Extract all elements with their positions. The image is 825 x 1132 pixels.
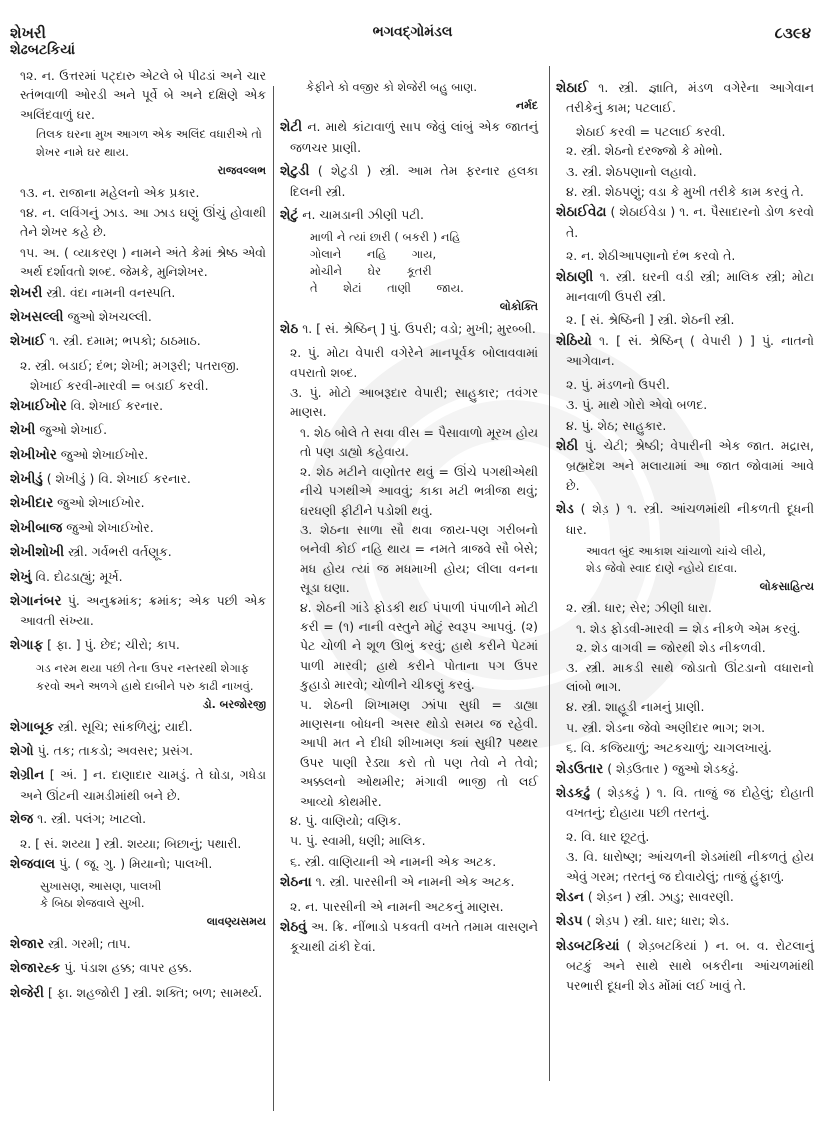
sense-entry <box>556 246 814 265</box>
dictionary-entry <box>556 936 814 995</box>
definition-text: ૧. [ સં. શ્રેષ્ઠિન્ ] પું. ઉપરી; વડો; મુખી; મુરબ્બી. <box>302 320 536 336</box>
headword: શેખીશોખી <box>10 544 65 561</box>
definition-text: ૫. પું. સ્વામી, ધણી; માલિક. <box>290 833 426 849</box>
dictionary-entry <box>556 887 814 907</box>
headword-variant: ( શેડ઼ઉતાર ) <box>607 760 669 776</box>
headword: શેજાર <box>10 935 45 952</box>
headword: શેખીબાજ <box>10 519 63 536</box>
dictionary-entry <box>556 759 814 779</box>
headword: શેજ <box>10 811 34 828</box>
headword-variant: ( શેડ઼પ ) <box>586 913 629 929</box>
headword: શેગ્રીન <box>10 767 45 784</box>
idiom-entry: ૨. શેઠ મટીને વાણોતર થવું = ઊંચે પગથીએથી નીચે પગથીએ આવવું; કાકા મટી ભત્રીજા થવું; ઘરધણી ફીટીને પડોશી થવું. <box>300 463 538 518</box>
definition-text: જુઓ શેખાઈ. <box>39 422 108 438</box>
sense-entry <box>280 383 538 422</box>
headword: શેઠાઈ <box>556 80 588 96</box>
headword: શેઠી <box>556 437 579 454</box>
dictionary-entry <box>280 872 538 892</box>
page-number: ૮૩૯૪ <box>774 24 811 42</box>
definition-text: ૨. સ્ત્રી. ધાર; સેર; ઝીણી ધારા. <box>566 600 712 616</box>
definition-text: ન. માથે કાંટાવાળું સાપ જેવું લાંબું એક જાતનું જળચર પ્રાણી. <box>290 119 538 155</box>
dictionary-entry <box>10 983 266 1003</box>
headword: શેડપ <box>556 913 583 930</box>
dictionary-entry <box>280 117 538 157</box>
dictionary-entry <box>10 765 266 805</box>
definition-text: ૨. ન. પારસીની એ નામની અટકનું માણસ. <box>290 898 504 914</box>
dictionary-entry <box>10 396 266 416</box>
idiom-entry: શેઠાઈ કરવી = પટલાઈ કરવી. <box>576 123 726 139</box>
citation-source: લોકસાહિત્ય <box>759 579 814 593</box>
sense-entry <box>10 834 266 853</box>
definition-text: જુઓ શેખચલ્લી. <box>67 309 152 325</box>
headword: શેઠના <box>280 874 312 891</box>
idiom-entry: ૪. શેઠની ગાંડે ફોડકી થઈ પંપાળી પંપાળીને મોટી કરી = (૧) નાની વસ્તુને મોટું સ્વરૂપ આપવું. (૨) પેટ ચોળી ને શૂળ ઊભું કરવું; હાથે કરીને પેટમાં પાળી મારવી; હાથે કરીને પોતાના પગ ઉપર કુહાડો મારવો; ચોળીને ચીકણું કરવું. <box>300 599 538 693</box>
citation-source: નર્મદ <box>515 99 538 112</box>
definition-text: પું. પંડાશ હક્ક; વાપર હક્ક. <box>64 960 193 976</box>
definition-text: ૨. પું. મંડળનો ઉપરી. <box>566 376 670 392</box>
citation-source: રાજવલ્લભ <box>217 164 266 178</box>
dictionary-entry <box>556 267 814 307</box>
definition-text: સ્ત્રી. સૂચિ; સાંકળિયું; યાદી. <box>57 718 193 734</box>
headword: શેગાનંબર <box>10 592 62 609</box>
idiom-entry: ૧. શેડ ફોડવી-મારવી = શેડ નીકળે એમ કરવું. <box>576 620 801 636</box>
definition-text: ૧. ન. પૈસાદારનો ડોળ કરવો તે. <box>566 204 814 240</box>
definition-text: સ્ત્રી. ગર્વભરી વર્તણૂક. <box>68 544 172 560</box>
verse-line: સુખાસણ, આસણ, પાલખી <box>40 879 162 894</box>
definition-text: ૧. સ્ત્રી. આંચળમાંથી નીકળતી દૂધની ધાર. <box>566 501 814 537</box>
headword: શેડકઢું <box>556 785 591 801</box>
citation-quote: કેફીને કો વજીર કો શેજેરી બહુ બાણ. <box>306 80 477 94</box>
headword: શેઠાઈવેઢા <box>556 204 607 221</box>
sense-entry <box>556 395 814 414</box>
definition-text: ૩. સ્ત્રી. માકડી સાથે જોડાતો ઊંટડાનો વધારાનો લાંબો ભાગ. <box>566 659 814 694</box>
column-1 <box>10 66 272 1122</box>
citation-quote: ગડ નરમ થયા પછી તેના ઉપર નસ્તરથી શેગાફ કરવો અને અળગે હાથે દાબીને પરુ કાઢી નાખવું. <box>36 661 254 694</box>
definition-text: ૧. સ્ત્રી. દમામ; ભપકો; ઠાઠમાઠ. <box>49 333 201 349</box>
definition-text: ૩. સ્ત્રી. શેઠપણાનો લહાવો. <box>566 163 697 179</box>
citation-source: લોકોક્તિ <box>499 300 538 314</box>
definition-text: ૧૪. ન. લવિંગનું ઝાડ. આ ઝાડ ઘણું ઊંચું હોવાથી તેને શેખર કહે છે. <box>20 205 266 240</box>
dictionary-entry <box>10 567 266 587</box>
sense-entry <box>556 375 814 394</box>
definition-text: ૬. સ્ત્રી. વાણિયાની એ નામની એક અટક. <box>290 853 497 869</box>
sense-entry <box>556 658 814 697</box>
definition-text: ૧. [ સં. શ્રેષ્ઠિન્ ( વેપારી ) ] પું. નાતનો આગેવાન. <box>566 332 814 369</box>
dictionary-entry <box>280 205 538 225</box>
dictionary-entry <box>10 809 266 829</box>
dictionary-entry <box>280 319 538 339</box>
verse-line: ગોલાને નહિ ગાય, <box>310 247 437 262</box>
sense-entry <box>10 243 266 282</box>
definition-text: વિ. શેખાઈ કરનાર. <box>98 470 191 486</box>
definition-text: અ. ક્રિ. નીંભાડો પકવતી વખતે તમામ વાસણને કૂચાથી ઢાંકી દેવાં. <box>290 919 538 955</box>
definition-text: સ્ત્રી. આમ તેમ ફરનાર હલકા દિલની સ્ત્રી. <box>290 163 538 199</box>
definition-text: પું. ચેટી; શ્રેષ્ઠી; વેપારીની એક જાત. મદ્રાસ, બ્રહ્મદેશ અને મલાયામાં આ જાત જોવામાં આવે છે. <box>566 437 814 493</box>
headword: શેડન <box>556 889 584 906</box>
headword: શેડ <box>556 501 574 518</box>
headword: શેખરી <box>10 284 43 301</box>
sense-entry <box>556 697 814 716</box>
definition-text: વિ. શેખાઈ કરનાર. <box>70 397 164 413</box>
sense-entry <box>10 183 266 202</box>
dictionary-entry <box>280 917 538 957</box>
definition-text: ૨. [ સં. શ્રેષ્ઠિની ] સ્ત્રી. શેઠની સ્ત્રી. <box>566 312 735 328</box>
headword: શેટું <box>280 207 299 224</box>
idiom-entry: ૧. શેઠ બોલે તે સવા વીસ = પૈસાવાળો મૂરખ હોય તો પણ ડાહ્યો કહેવાય. <box>300 424 538 460</box>
column-2 <box>280 78 544 1122</box>
dictionary-entry <box>10 958 266 978</box>
definition-text: જુઓ શેખાઈખોર. <box>60 446 149 462</box>
sense-entry <box>556 738 814 757</box>
headword: શેઠાણી <box>556 268 594 285</box>
definition-text: પું. ( જૂ. ગુ. ) મિયાનો; પાલખી. <box>59 856 213 871</box>
dictionary-entry <box>10 469 266 489</box>
verse-line: માળી ને ત્યાં છારી ( બકરી ) નહિ <box>310 230 461 245</box>
definition-text: પું. અનુક્રમાંક; ક્રમાંક; એક પછી એક આવતી સંખ્યા. <box>20 592 266 629</box>
headword: શેટી <box>280 119 303 136</box>
headword-variant: ( શેડ઼કઢું ) <box>596 785 651 800</box>
headword: શેડઉતાર <box>556 760 604 777</box>
headword: શેગો <box>10 742 34 759</box>
sense-entry <box>556 416 814 435</box>
definition-text: ૨. વિ. ધાર છૂટતું. <box>566 828 650 844</box>
sense-entry <box>280 852 538 871</box>
definition-text: [ ફા. શહજોરી ] સ્ત્રી. શક્તિ; બળ; સામર્થ્ય. <box>47 984 263 1000</box>
dictionary-entry <box>10 445 266 465</box>
left-guideword-2: શેઢબટકિયાં <box>10 42 76 58</box>
definition-text: ૧૩. ન. રાજાના મહેલનો એક પ્રકાર. <box>20 184 200 200</box>
definition-text: ૨. સ્ત્રી. બડાઈ; દંભ; શેખી; મગરૂરી; પતરાજી. <box>20 357 240 373</box>
definition-text: સ્ત્રી. વંદા નામની વનસ્પતિ. <box>46 284 176 300</box>
verse-line: તે શેટાં તાણી જાય. <box>310 281 464 296</box>
definition-text: સ્ત્રી. ધાર; ધારા; શેડ. <box>632 913 730 929</box>
headword: શેડબટકિયાં <box>556 937 620 954</box>
dictionary-entry <box>10 420 266 440</box>
idiom-entry: શેખાઈ કરવી-મારવી = બડાઈ કરવી. <box>30 378 209 394</box>
definition-text: જુઓ શેડકઢું. <box>672 760 739 776</box>
definition-text: જુઓ શેખાઈખોર. <box>66 519 154 535</box>
verse-line: કે બિઠા શેજવાલે સુખી. <box>40 896 145 911</box>
definition-text: પું. તક; તાકડો; અવસર; પ્રસંગ. <box>37 742 194 758</box>
headword: શેખસલ્લી <box>10 309 64 326</box>
dictionary-entry <box>10 741 266 761</box>
headword: શેજેરી <box>10 984 45 1001</box>
dictionary-entry <box>10 717 266 737</box>
column-divider-2 <box>549 66 550 1081</box>
definition-text: ૧. સ્ત્રી. પારસીની એ નામની એક અટક. <box>315 874 515 890</box>
definition-text: વિ. દોઢડાહ્યું; મૂર્ખ. <box>35 568 123 584</box>
definition-text: ૨. ન. શેઠીઆપણાનો દંભ કરવો તે. <box>566 248 736 264</box>
dictionary-entry <box>10 331 266 351</box>
headword: શેખીખોર <box>10 446 57 463</box>
definition-text: ૨. [ સં. શય્યા ] સ્ત્રી. શય્યા; બિછાનું; પથારી. <box>20 835 242 851</box>
sense-entry <box>556 162 814 181</box>
definition-text: ૧. સ્ત્રી. પલંગ; ખાટલો. <box>37 811 147 827</box>
headword-variant: ( શેઠાઈવેડા ) <box>610 204 676 220</box>
headword: શેજવાલ <box>10 856 56 872</box>
dictionary-entry <box>10 493 266 513</box>
headword: શેખીડું <box>10 470 43 487</box>
dictionary-entry <box>556 78 814 118</box>
dictionary-entry <box>556 911 814 931</box>
headword: શેખાઈ <box>10 333 46 350</box>
definition-text: ૪. પું. શેઠ; સાહુકાર. <box>566 417 667 433</box>
definition-text: ૫. સ્ત્રી. શેડના જેવો અણીદાર ભાગ; શગ. <box>566 719 766 735</box>
headword: શેઠ <box>280 320 299 337</box>
sense-entry <box>556 827 814 846</box>
page-header <box>0 24 825 64</box>
sense-entry <box>556 718 814 737</box>
sense-entry <box>280 343 538 382</box>
definition-text: ૧. સ્ત્રી. ઘરની વડી સ્ત્રી; માલિક સ્ત્રી; મોટા માનવાળી ઉપરી સ્ત્રી. <box>566 268 814 305</box>
definition-text: સ્ત્રી. ઝાડુ; સાવરણી. <box>634 889 734 905</box>
sense-entry <box>556 598 814 617</box>
idiom-entry: ૨. શેડ વાગવી = જોરથી શેડ નીકળવી. <box>576 640 766 656</box>
book-title: ભગવદ્ગોમંડલ <box>372 24 453 40</box>
citation-quote: તિલક ઘરના મુખ આગળ એક અલિંદ વધારીએ તો શેખર નામે ઘર થાય. <box>36 127 262 160</box>
verse-line: શેડ જેવો સ્વાદ દાણે ન્હોયે દાદવા. <box>586 560 738 575</box>
headword-variant: ( શેડ઼બટકિયાં ) <box>626 937 709 953</box>
headword: શેખાઈખોર <box>10 397 67 414</box>
definition-text: ૧. વિ. તાજું જ દોહેલું; દોહાતી વખતનું; દોહાયા પછી તરતનું. <box>566 785 814 821</box>
left-guideword: શેખરી <box>10 24 46 42</box>
headword: શેખું <box>10 568 32 585</box>
definition-text: જુઓ શેખાઈખોર. <box>57 495 145 511</box>
definition-text: ૪. પું. વાણિયો; વણિક. <box>290 813 402 828</box>
headword: શેખીદાર <box>10 495 54 512</box>
dictionary-entry <box>10 591 266 631</box>
dictionary-entry <box>10 307 266 327</box>
column-divider-1 <box>273 86 274 1111</box>
definition-text: ૧૨. ન. ઉત્તરમાં પટ્દારુ એટલે બે પીઢડાં અને ચાર સ્તંભવાળી ઓરડી અને પૂર્વે બે અને દક્ષિણે એક અલિંદવાળું ઘર. <box>20 68 266 122</box>
definition-text: ન. બ. વ. રોટલાનું બટકું અને સાથે સાથે બકરીના આંચળમાંથી પરભારી દૂધની શેડ મોંમાં લઈ ખાવું તે. <box>566 937 814 993</box>
dictionary-entry <box>10 283 266 303</box>
dictionary-entry <box>10 542 266 562</box>
headword: શેઠવું <box>280 919 307 936</box>
definition-text: ન. ચામડાની ઝીણી પટી. <box>302 207 424 223</box>
sense-entry <box>10 203 266 242</box>
sense-entry <box>556 310 814 329</box>
idiom-entry: ૫. શેઠની શિખામણ ઝાંપા સુધી = ડાહ્યા માણસના બોધની અસર થોડો સમય જ રહેવી. આપી મત ને દીધી શીખામણ ક્યાં સુધી? પથ્થર ઉપર પાણી રેડ્યા કરો તો પણ તેવો ને તેવો; અક્કલનો ઓથમીર; મંગાવી ભાજી તો લઈ આવ્યો કોથમીર. <box>300 696 538 809</box>
dictionary-entry <box>556 499 814 539</box>
definition-text: સ્ત્રી. ગરમી; તાપ. <box>48 935 131 951</box>
headword: શેગાફ <box>10 636 44 653</box>
headword: શેગાબૂક <box>10 718 54 735</box>
definition-text: ૧. સ્ત્રી. જ્ઞાતિ, મંડળ વગેરેના આગેવાન તરીકેનું કામ; પટલાઈ. <box>566 80 814 116</box>
headword-variant: ( શેટુડી ) <box>317 163 372 179</box>
dictionary-entry <box>10 934 266 954</box>
sense-entry <box>280 811 538 830</box>
dictionary-entry <box>10 854 266 874</box>
headword-variant: ( શેડ઼ ) <box>580 501 621 517</box>
citation-source: લાવણ્યસમય <box>206 915 266 929</box>
column-3 <box>556 78 818 1122</box>
sense-entry <box>10 356 266 375</box>
definition-text: ૧૫. અ. ( વ્યાકરણ ) નામને અંતે કેમાં શ્રેષ્ઠ એવો અર્થ દર્શાવતો શબ્દ. જેમકે, મુનિશેખર. <box>20 244 266 280</box>
sense-entry <box>280 831 538 850</box>
dictionary-entry <box>10 518 266 538</box>
definition-text: ૬. વિ. કજિયાળું; અટકચાળું; ચાગલખાયું. <box>566 740 772 756</box>
sense-entry <box>556 141 814 160</box>
definition-text: ૨. સ્ત્રી. શેઠનો દરજ્જો કે મોભો. <box>566 143 723 159</box>
verse-line: મોચીને ઘેર કૂતરી <box>310 264 432 279</box>
sense-entry <box>280 897 538 916</box>
headword-variant: ( શેડ઼ન ) <box>587 889 631 905</box>
definition-text: [ અં. ] ન. દાણાદાર ચામડું. તે ઘોડા, ગધેડા અને ઊંટની ચામડીમાંથી બને છે. <box>20 767 266 803</box>
dictionary-entry <box>10 635 266 655</box>
headword: શેજારહ્ક <box>10 960 61 977</box>
headword: શેઠિયો <box>556 332 592 349</box>
sense-entry <box>556 182 814 201</box>
definition-text: ૪. સ્ત્રી. શાહૂડી નામનું પ્રાણી. <box>566 699 705 715</box>
sense-entry <box>556 847 814 886</box>
dictionary-entry <box>280 161 538 201</box>
definition-text: ૪. સ્ત્રી. શેઠપણું; વડા કે મુખી તરીકે કામ કરવું તે. <box>566 184 804 200</box>
headword: શેટુડી <box>280 163 310 180</box>
idiom-entry: ૩. શેઠના સાળા સૌ થવા જાય-પણ ગરીબનો બનેવી કોઈ નહિ થાય = નમતે ત્રાજવે સૌ બેસે; મધ હોય ત્યાં જ મધમાખી હોય; લીલા વનના સૂડા ઘણા. <box>300 521 538 596</box>
dictionary-entry <box>556 436 814 495</box>
definition-text: ૩. પું. માથે ગોરો એવો બળદ. <box>566 397 708 413</box>
definition-text: ૩. પું. મોટો આબરૂદાર વેપારી; સાહુકાર; તવંગર માણસ. <box>290 385 538 420</box>
dictionary-entry <box>556 783 814 823</box>
citation-source: ડો. બરજોરજી <box>202 698 266 712</box>
headword-variant: ( શેખીડું ) <box>46 470 95 486</box>
dictionary-entry <box>556 331 814 371</box>
definition-text: ૩. વિ. ધારોષ્ણ; આંચળની શેડમાંથી નીકળતું હોય એવું ગરમ; તરતનું જ દોવાયેલું; તાજું હુંફાળું. <box>566 849 814 884</box>
dictionary-entry <box>556 202 814 242</box>
verse-line: આવત બુંદ આકાશ ચાંચાળો ચાંચે લીયે, <box>586 543 766 558</box>
definition-text: [ ફા. ] પું. છેદ; ચીરો; કાપ. <box>47 636 180 652</box>
headword: શેખી <box>10 422 36 439</box>
sense-entry <box>10 66 266 124</box>
definition-text: ૨. પું. મોટા વેપારી વગેરેને માનપૂર્વક બોલાવવામાં વપરાતો શબ્દ. <box>290 345 538 380</box>
